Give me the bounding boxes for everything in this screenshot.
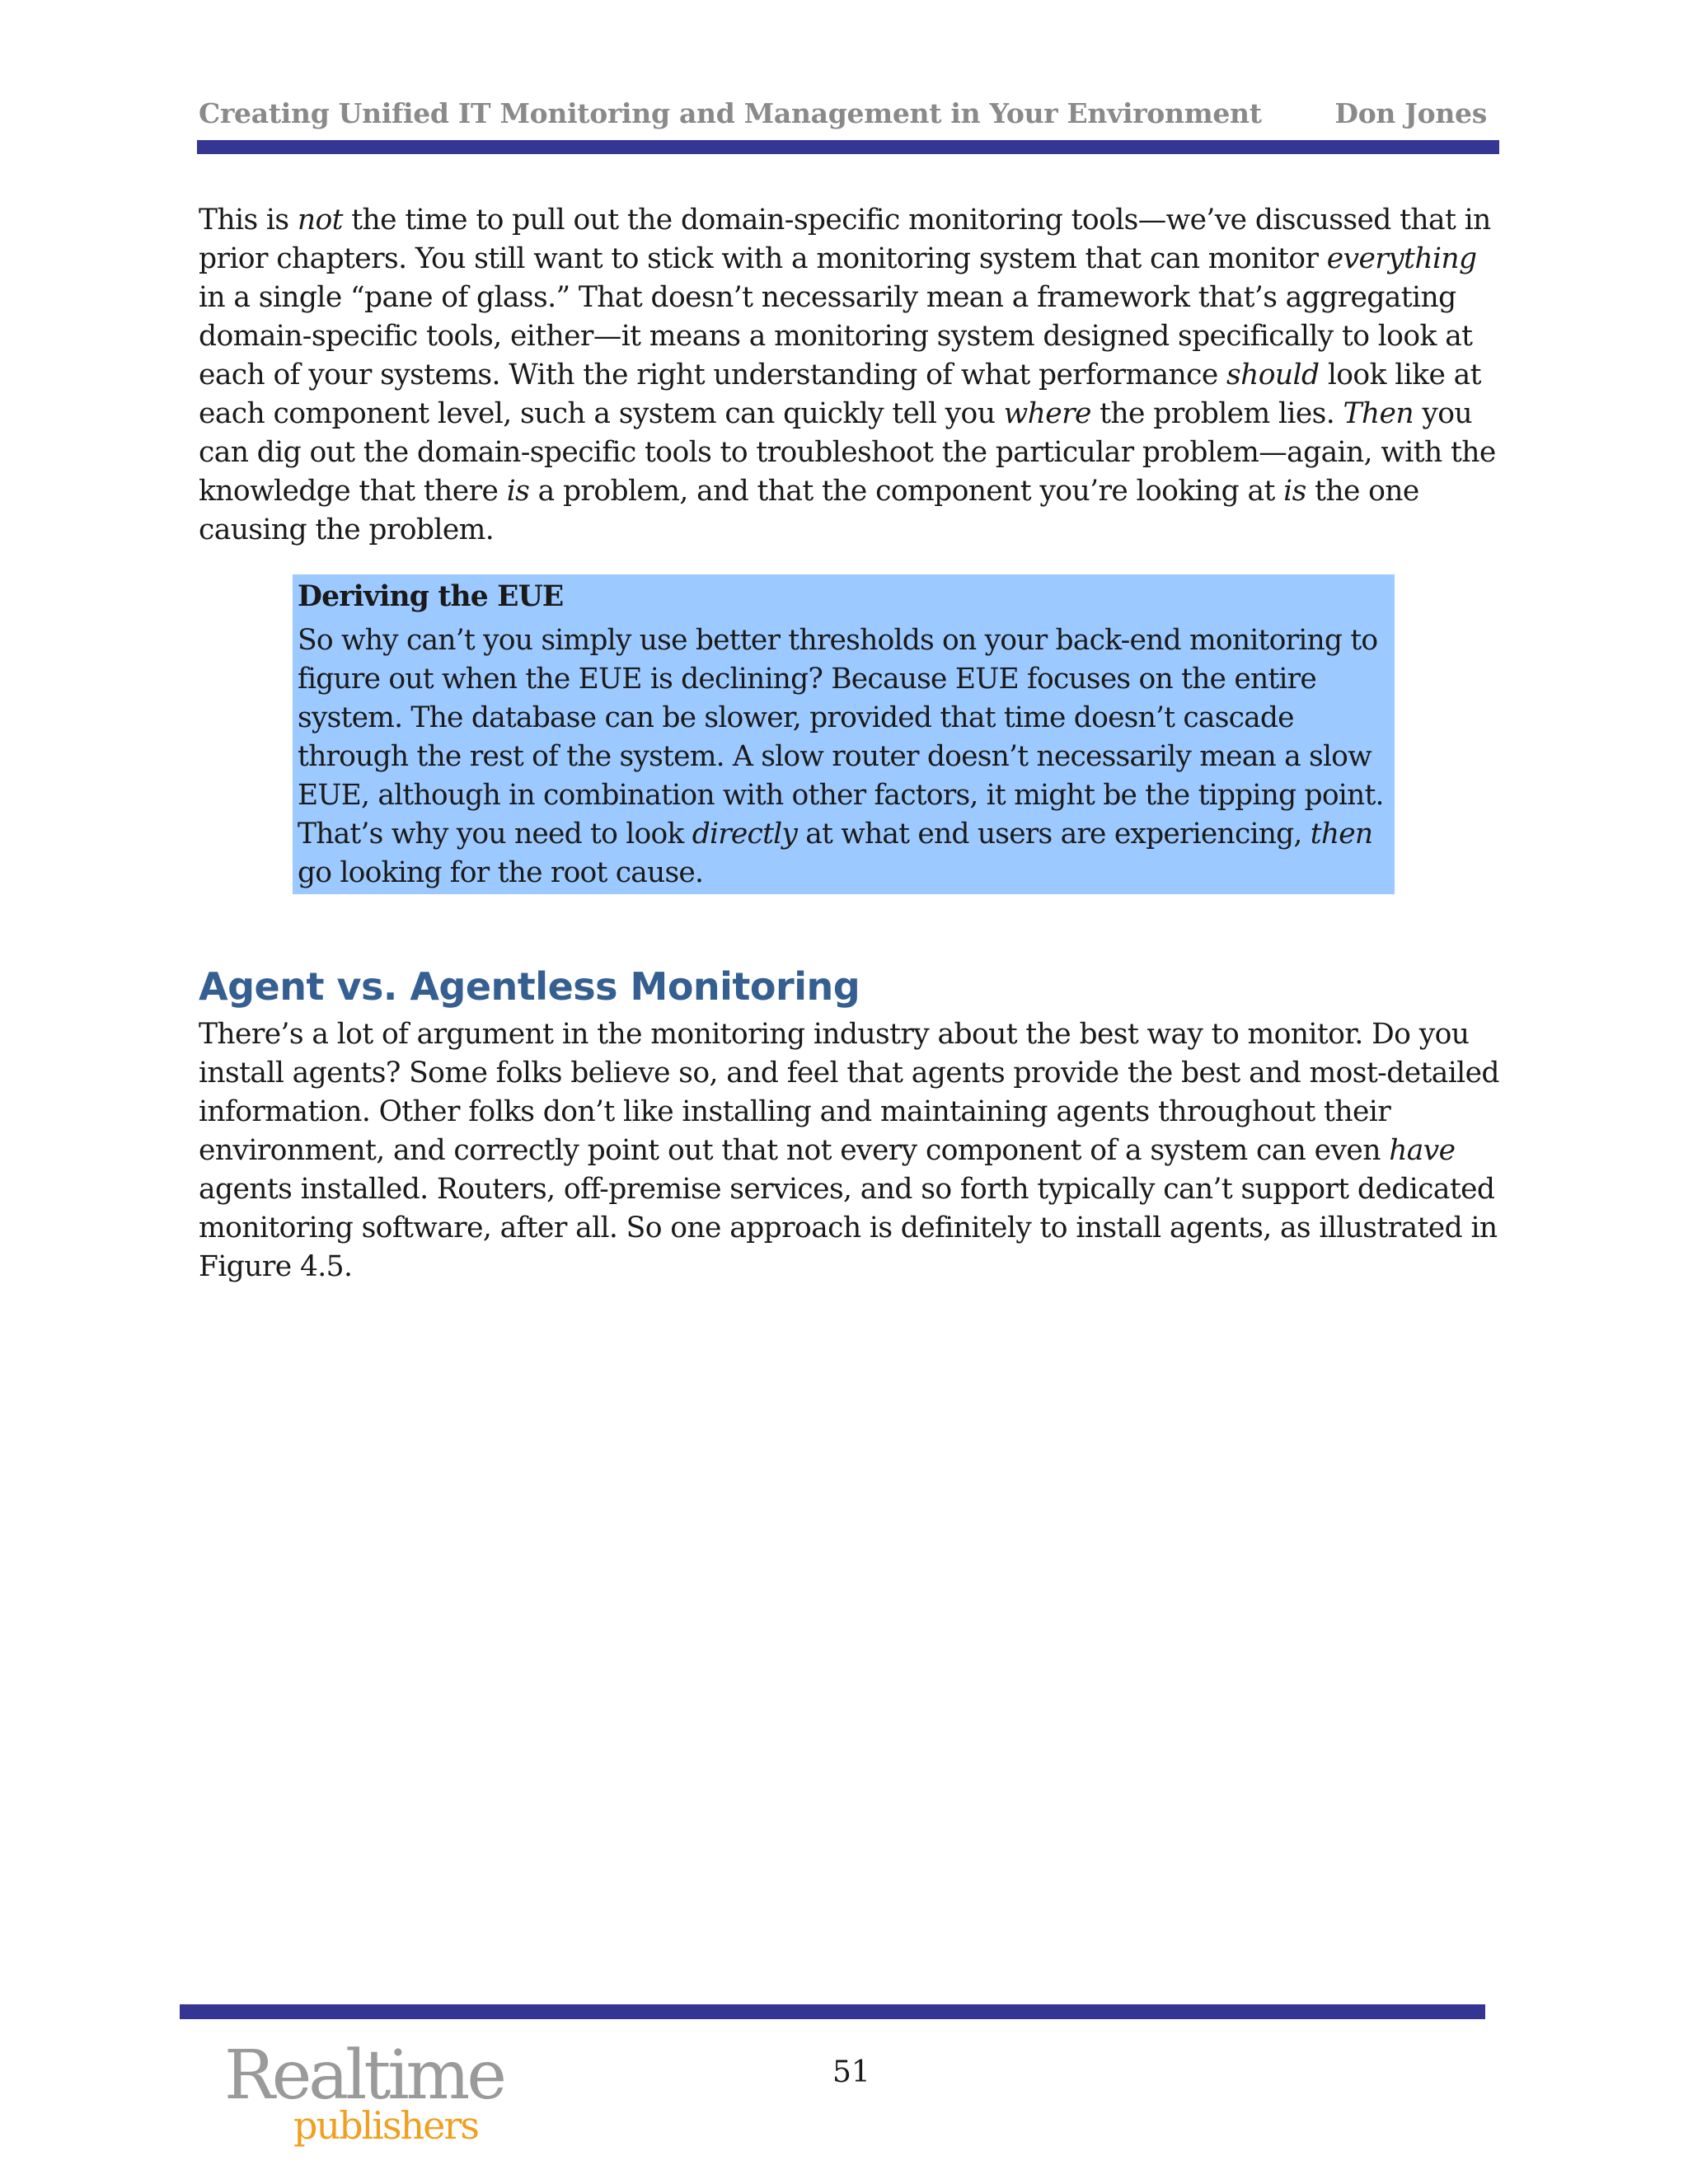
italic-span: everything xyxy=(1326,242,1477,275)
text-span: This is xyxy=(199,204,298,237)
body-paragraph-1 xyxy=(199,201,1501,550)
callout-box xyxy=(293,574,1395,894)
text-span: you can dig out the domain-specific tools to troubleshoot the particular problem—again, with the knowledge that there xyxy=(199,397,1496,508)
text-span: There’s a lot of argument in the monitoring industry about the best way to monitor. Do you install agents? Some folks believe so, and feel that agents provide the best and most-detailed information. Other folks don’t like installing and maintaining agents throughout their environment, and correctly point out that not every component of a system can even xyxy=(199,1018,1499,1167)
italic-span: directly xyxy=(692,818,798,851)
header-rule xyxy=(197,140,1499,154)
italic-span: is xyxy=(506,475,530,508)
text-span: the problem lies. xyxy=(1090,397,1343,430)
callout-title: Deriving the EUE xyxy=(298,580,564,613)
section-heading: Agent vs. Agentless Monitoring xyxy=(199,964,860,1009)
italic-span: Then xyxy=(1343,397,1414,430)
italic-span: where xyxy=(1003,397,1091,430)
logo-text-top: Realtime xyxy=(224,2036,504,2115)
header-title: Creating Unified IT Monitoring and Management in Your Environment xyxy=(199,97,1262,129)
callout-body xyxy=(298,621,1390,893)
text-span: the one causing the problem. xyxy=(199,475,1419,546)
text-span: look like at each component level, such a system can quickly tell you xyxy=(199,359,1481,430)
logo-text-bottom: publishers xyxy=(293,2103,478,2148)
body-paragraph-2 xyxy=(199,1015,1501,1286)
text-span: agents installed. Routers, off-premise services, and so forth typically can’t support dedicated monitoring software, after all. So one approach is definitely to install agents, as illustrated in Figure 4.5. xyxy=(199,1173,1498,1283)
italic-span: have xyxy=(1389,1134,1456,1167)
page-header xyxy=(199,97,1487,129)
header-author: Don Jones xyxy=(1334,97,1487,129)
italic-span: not xyxy=(297,204,343,237)
text-span: So why can’t you simply use better thresholds on your back-end monitoring to figure out when the EUE is declining? Because EUE focuses on the entire system. The database can be slower, provided that time doesn’t cascade through the rest of the system. A slow router doesn’t necessarily mean a slow EUE, although in combination with other factors, it might be the tipping point. That’s why you need to look xyxy=(298,624,1384,851)
italic-span: should xyxy=(1226,359,1320,391)
footer-rule xyxy=(180,2004,1485,2019)
text-span: in a single “pane of glass.” That doesn’t necessarily mean a framework that’s aggregating domain-specific tools, either—it means a monitoring system designed specifically to look at each of your systems. With the right understanding of what performance xyxy=(199,281,1473,391)
text-span: the time to pull out the domain-specific monitoring tools—we’ve discussed that in prior chapters. You still want to stick with a monitoring system that can monitor xyxy=(199,204,1491,275)
italic-span: is xyxy=(1283,475,1306,508)
page-number: 51 xyxy=(832,2055,870,2089)
text-span: go looking for the root cause. xyxy=(298,856,704,889)
italic-span: then xyxy=(1310,818,1373,851)
text-span: a problem, and that the component you’re looking at xyxy=(529,475,1284,508)
realtime-publishers-logo xyxy=(224,2036,504,2149)
text-span: at what end users are experiencing, xyxy=(797,818,1311,851)
